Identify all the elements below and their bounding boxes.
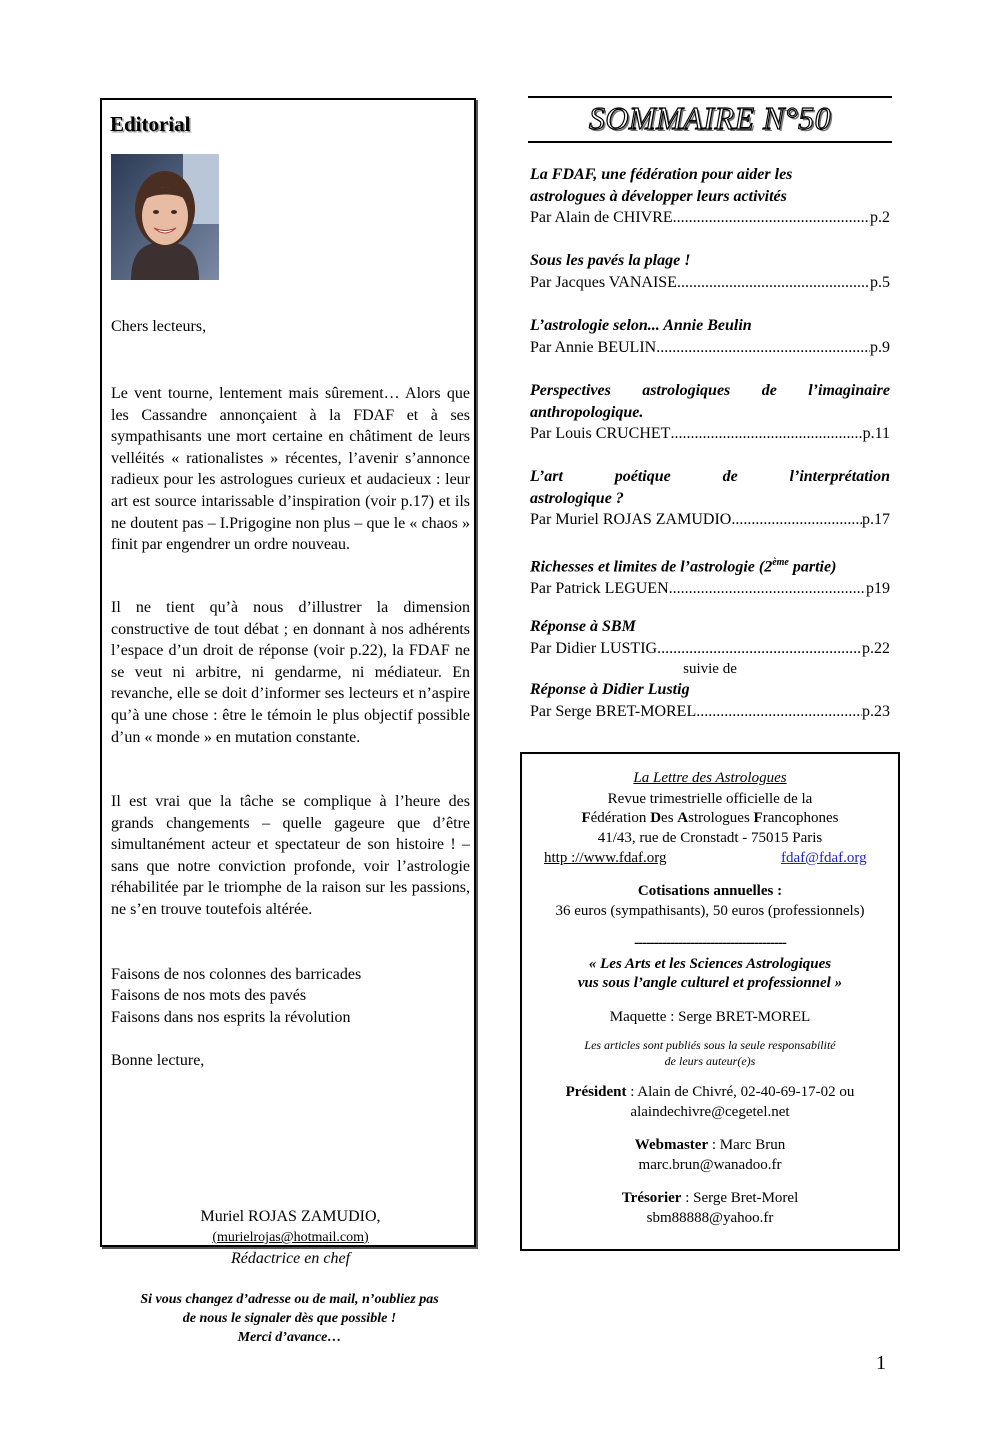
webmaster-line: Webmaster : Marc Brun: [634, 1137, 786, 1153]
toc-item-author: Par Alain de CHIVRE: [530, 209, 673, 226]
toc-item-title: L’astrologie selon... Annie Beulin: [530, 317, 752, 334]
toc-item-title-cont: anthropologique.: [530, 403, 644, 421]
toc-item-author: Par Louis CRUCHET: [530, 425, 671, 442]
toc-follow-note: suivie de: [683, 661, 737, 677]
toc-bottom-rule: [528, 141, 892, 143]
verse-line-1: Faisons de nos colonnes des barricades: [111, 966, 362, 983]
toc-item[interactable]: [530, 164, 890, 229]
editorial-box: [100, 98, 476, 1345]
toc-item-author: Par Patrick LEGUEN: [530, 579, 669, 597]
address-change-notice: [106, 1290, 473, 1347]
toc-item-author: Par Serge BRET-MOREL: [530, 702, 697, 720]
toc-item-author: Par Annie BEULIN: [530, 338, 657, 356]
journal-description: Revue trimestrielle officielle de la: [607, 791, 813, 807]
toc-top-rule: [528, 96, 892, 98]
notice-line-1: Si vous changez d’adresse ou de mail, n’oubliez pas: [140, 1292, 439, 1307]
toc-item-title: Richesses et limites de l’astrologie (2ème partie): [530, 557, 837, 576]
separator: --------------------------------------: [634, 935, 786, 951]
tresorier-line: Trésorier : Serge Bret-Morel: [621, 1190, 799, 1206]
toc-item[interactable]: [530, 552, 890, 599]
motto-line-1: « Les Arts et les Sciences Astrologiques: [588, 956, 832, 972]
toc-item[interactable]: [530, 466, 890, 531]
tresorier-email-link[interactable]: sbm88888@yahoo.fr: [646, 1210, 774, 1226]
maquette-credit: Maquette : Serge BRET-MOREL: [609, 1009, 811, 1025]
toc-item[interactable]: [530, 380, 890, 445]
notice-line-2: de nous le signaler dès que possible !: [182, 1311, 397, 1326]
toc-item-title-cont: astrologique ?: [530, 489, 624, 507]
toc-item-title: Réponse à Didier Lustig: [530, 681, 690, 698]
toc-item-title: Réponse à SBM: [530, 618, 636, 635]
toc-item-author: Par Muriel ROJAS ZAMUDIO: [530, 511, 732, 528]
motto-line-2: vus sous l’angle culturel et professionnel »: [577, 975, 843, 991]
federation-name: Fédération Des Astrologues Francophones: [581, 810, 839, 826]
author-name: Muriel ROJAS ZAMUDIO,: [200, 1208, 381, 1225]
publication-info-box: [520, 752, 900, 1251]
author-photo: [111, 154, 219, 280]
website-link[interactable]: http ://www.fdaf.org: [544, 850, 667, 866]
toc-item-page: p.22: [862, 639, 890, 657]
editorial-heading: Editorial: [110, 112, 191, 136]
closing: Bonne lecture,: [111, 1052, 205, 1069]
disclaimer: Les articles sont publiés sous la seule responsabilité de leurs auteur(e)s: [584, 1038, 836, 1068]
editorial-paragraph-3: Il est vrai que la tâche se complique à l’heure des grands changements – quelle gageure que d’être simultanément acteur et spectateur de son histoire ! – sans que notre conviction profonde, voir l’astrologie réhabilitée par le triomphe de la raison sur les passions, ne s’en trouve toutefois altérée.: [111, 793, 470, 918]
greeting: Chers lecteurs,: [111, 318, 207, 335]
toc-item-page: p.2: [870, 209, 890, 226]
verse-line-3: Faisons dans nos esprits la révolution: [111, 1009, 351, 1026]
toc-item[interactable]: [530, 679, 890, 722]
author-email-link[interactable]: (murielrojas@hotmail.com): [212, 1230, 369, 1245]
toc-item[interactable]: [530, 315, 890, 358]
toc-item-title: Perspectives astrologiques de l’imaginaire: [530, 382, 890, 399]
toc-item-page: p.9: [870, 338, 890, 356]
toc-item-title: La FDAF, une fédération pour aider les: [530, 166, 793, 183]
editorial-paragraph-1: Le vent tourne, lentement mais sûrement… Alors que les Cassandre annonçaient à la FDAF et à ses sympathisants une mort certaine en châtiment de leurs velléités « rationalistes » récentes, l’avenir s’annonce radieux pour les astrologues curieux et audacieux : leur art est source intarissable d’inspiration (voir p.17) et ils ne doutent pas – I.Prigogine non plus – que le « chaos » finit par engendrer un ordre nouveau.: [111, 385, 470, 554]
toc-item-page: p19: [866, 579, 890, 597]
toc-item-title-cont: astrologues à développer leurs activités: [530, 187, 787, 205]
toc-title: SOMMAIRE N°50: [588, 100, 832, 136]
toc-item-author: Par Jacques VANAISE: [530, 273, 677, 291]
cotisations-text: 36 euros (sympathisants), 50 euros (professionnels): [555, 903, 865, 919]
toc-item-author: Par Didier LUSTIG: [530, 639, 658, 657]
toc-item-title: Sous les pavés la plage !: [530, 252, 691, 269]
president-email-link[interactable]: alaindechivre@cegetel.net: [630, 1104, 790, 1120]
postal-address: 41/43, rue de Cronstadt - 75015 Paris: [597, 830, 823, 846]
webmaster-email-link[interactable]: marc.brun@wanadoo.fr: [638, 1157, 782, 1173]
toc-item-page: p.17: [862, 511, 890, 528]
editorial-paragraph-2: Il ne tient qu’à nous d’illustrer la dimension constructive de tout débat ; en donnant à nos adhérents l’espace d’un droit de réponse (voir p.22), la FDAF ne se veut ni arbitre, ni gendarme, ni médiateur. En revanche, elle se doit d’informer ses lecteurs et n’aspire qu’à une chose : être le témoin le plus objectif possible d’un « monde » en mutation constante.: [111, 599, 470, 746]
toc-item[interactable]: [530, 616, 890, 681]
signature-block: [111, 1206, 470, 1269]
toc-item-title: L’art poétique de l’interprétation: [530, 468, 890, 485]
cotisations-heading: Cotisations annuelles :: [637, 883, 783, 899]
notice-line-3: Merci d’avance…: [237, 1330, 342, 1345]
toc-item[interactable]: [530, 250, 890, 293]
author-role: Rédactrice en chef: [230, 1250, 351, 1267]
president-line: Président : Alain de Chivré, 02-40-69-17-02 ou: [565, 1084, 855, 1100]
journal-name: La Lettre des Astrologues: [633, 770, 787, 786]
toc-item-page: p.5: [870, 273, 890, 291]
toc-item-page: p.11: [862, 425, 890, 442]
verse-line-2: Faisons de nos mots des pavés: [111, 987, 307, 1004]
page-number: 1: [876, 1352, 886, 1374]
contact-email-link[interactable]: fdaf@fdaf.org: [781, 850, 867, 866]
toc-item-page: p.23: [862, 702, 890, 720]
